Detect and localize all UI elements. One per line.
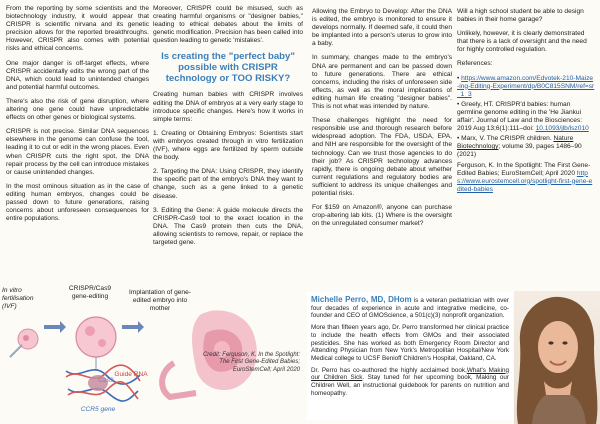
reference-link[interactable]: https://www.amazon.com/Edvotek-210-Maize-ing-Editing-Experiment/dp/B0C815SNM/ref=sr_1_3 — [457, 74, 595, 98]
paragraph: These challenges highlight the need for responsible use and thorough research before widespread adoption. The FDA, USDA, EPA, and NIH are responsible for the oversight of the technology. Can we trust those agencies to do their job? As CRISPR technology advances rapidly, there is ongoing debate about whether current regulations and regulatory bodies are sufficient to address its unique challenges and potential risks. — [312, 117, 452, 197]
reference-link[interactable]: 10.1093/jlb/lsz010 — [535, 125, 589, 133]
paragraph: 2. Targeting the DNA: Using CRISPR, they identify the specific part of the embryo's DNA they want to change, such as a gene linked to a genetic disease. — [153, 168, 303, 200]
section-heading: Is creating the "perfect baby" possible with CRISPR technology or TOO RISKY? — [161, 51, 295, 85]
bio-book — [311, 367, 509, 398]
crispr-label: CRISPR/Cas9 gene-editing — [68, 285, 112, 300]
paragraph: 1. Creating or Obtaining Embryos: Scientists start with embryos created through in vitro fertilization (IVF), where eggs are fertilized by sperm outside the body. — [153, 129, 303, 162]
bio-text: . Stay tuned for her upcoming book, Making our Children Well, an instructional guidebook for parents on nutrition and homeopathy. — [311, 374, 509, 397]
author-bio — [307, 292, 513, 420]
reference-link[interactable]: https://www.eurostemcell.org/spotlight-first-gene-edited-babies — [457, 169, 593, 193]
paragraph: In summary, changes made to the embryo's DNA are permanent and can be passed down to future generations. There are ethical concerns, including the risks of unforeseen side effects, as well as the moral implications of editing human life creating "designer babies". This is not what was intended by nature. — [312, 54, 452, 111]
paragraph: 3. Editing the Gene: A guide molecule directs the CRISPR-Cas9 tool to the exact location in the DNA. The Cas9 protein then cuts the DNA, allowing scientists to remove, repair, or replace the targeted gene. — [153, 206, 303, 246]
reference-3 — [457, 135, 595, 159]
reference-4 — [457, 162, 595, 194]
journal-name: Nature Biotechnology — [457, 135, 574, 151]
book-title: What's Making our Children Sick — [311, 366, 509, 382]
paragraph: Unlikely, however, it is clearly demonstrated that there is a lack of oversight and the need for highly controlled regulation. — [457, 30, 587, 54]
ivf-label: In vitro fertilisation (IVF) — [2, 287, 34, 310]
paragraph: Allowing the Embryo to Develop: After the DNA is edited, the embryo is monitored to ensure it develops normally. If deemed safe, it could then be implanted into a person's uterus to grow into a baby. — [312, 8, 452, 48]
column-1 — [6, 5, 149, 229]
paragraph: Moreover, CRISPR could be misused, such as creating harmful organisms or "designer babies," leading to ethical debates about the limits of genetic modification. Precision has been called into question leading to genetic 'mistakes'. — [153, 5, 303, 45]
cas9-label: Cas9 — [98, 377, 114, 384]
paragraph: There's also the risk of gene disruption, where altering one gene could have unpredictable effects on other genes or biological systems. — [6, 97, 149, 122]
paragraph: CRISPR is not precise. Similar DNA sequences elsewhere in the genome can confuse the tool, leading it to cut or edit in the wrong places. Even when CRISPR cuts the right spot, the DNA repair process by the cell can introduce mistakes or cause unintended changes. — [6, 128, 149, 176]
paragraph: Creating human babies with CRISPR involves editing the DNA of embryos at a very early stage to introduce specific changes. Here's how it works in simple terms: — [153, 91, 303, 123]
author-name: Michelle Perro, MD, DHom — [311, 295, 412, 304]
reference-text: • Marx, V. The CRISPR children. — [457, 135, 554, 143]
bio-text: is a veteran pediatrician with over four decades of experience in acute and integrative medicine, co-founder and CEO of GMOScience, a 501(c)(3) nonprofit organization. — [311, 297, 510, 320]
column-4 — [457, 8, 595, 200]
implantation-label: Implantation of gene-edited embryo into mother — [129, 289, 191, 312]
bio-text: Dr. Perro has co-authored the highly acclaimed book, — [311, 366, 467, 374]
reference-2 — [457, 101, 595, 133]
reference-text: ; volume 39, pages 1486–90 (2021) — [457, 143, 582, 159]
egg-cell-icon — [10, 329, 38, 357]
paragraph: For $159 on Amazon®, anyone can purchase crop-altering lab kits. (1) Where is the oversight on the unregulated consumer market? — [312, 204, 452, 228]
reference-text: Ferguson, K. In the Spotlight: The First Gene-Edited Babies; EuroStemCell; April 2020 — [457, 161, 591, 177]
guide-rna-label: Guide RNA — [114, 371, 148, 378]
paragraph: More than fifteen years ago, Dr. Perro transformed her clinical practice to include the health effects from GMOs and their associated pesticides. She has worked as both Emergency Room Director and Attending Physician from New York's Metropolitan Hospital/New York Medical college to UCSF Benioff Children's Hospital, Oakland, CA. — [311, 324, 509, 362]
embryo-cell-icon — [76, 317, 116, 371]
ccr5-gene-label: CCR5 gene — [80, 406, 116, 413]
author-portrait — [514, 291, 600, 424]
paragraph: In the most ominous situation as in the case of editing human embryos, changes could be passed down to future generations, raising concerns about unforeseen consequences for entire populations. — [6, 182, 149, 223]
column-3 — [312, 8, 452, 234]
column-2 — [153, 5, 303, 253]
paragraph: Will a high school student be able to design babies in their home garage? — [457, 8, 584, 24]
bullet: • — [457, 74, 462, 82]
paragraph: From the reporting by some scientists and the biotechnology industry, it would appear that CRISPR is scientific nirvana and its genetic precision allows for the reported breakthroughs. However, CRISPR also comes with potential risks and ethical concerns. — [6, 5, 149, 53]
figure-credit: Credit: Ferguson, K. In the Spotlight: The First Gene-Edited Babies; EuroStemCell; April 2020 — [202, 352, 300, 373]
reference-1 — [457, 75, 595, 99]
reference-text: • Greely, HT. CRISPR'd babies: human germline genome editing in the 'He Jiankui affair'. Journal of Law and the Biosciences: 2019 Aug 13;6(1):111–doi: — [457, 100, 583, 133]
bio-intro — [311, 296, 509, 320]
paragraph: One major danger is off-target effects, where CRISPR accidentally edits the wrong part of the DNA, which could lead to unintended changes and potential harmful outcomes. — [6, 59, 149, 91]
references-label: References: — [457, 60, 493, 68]
